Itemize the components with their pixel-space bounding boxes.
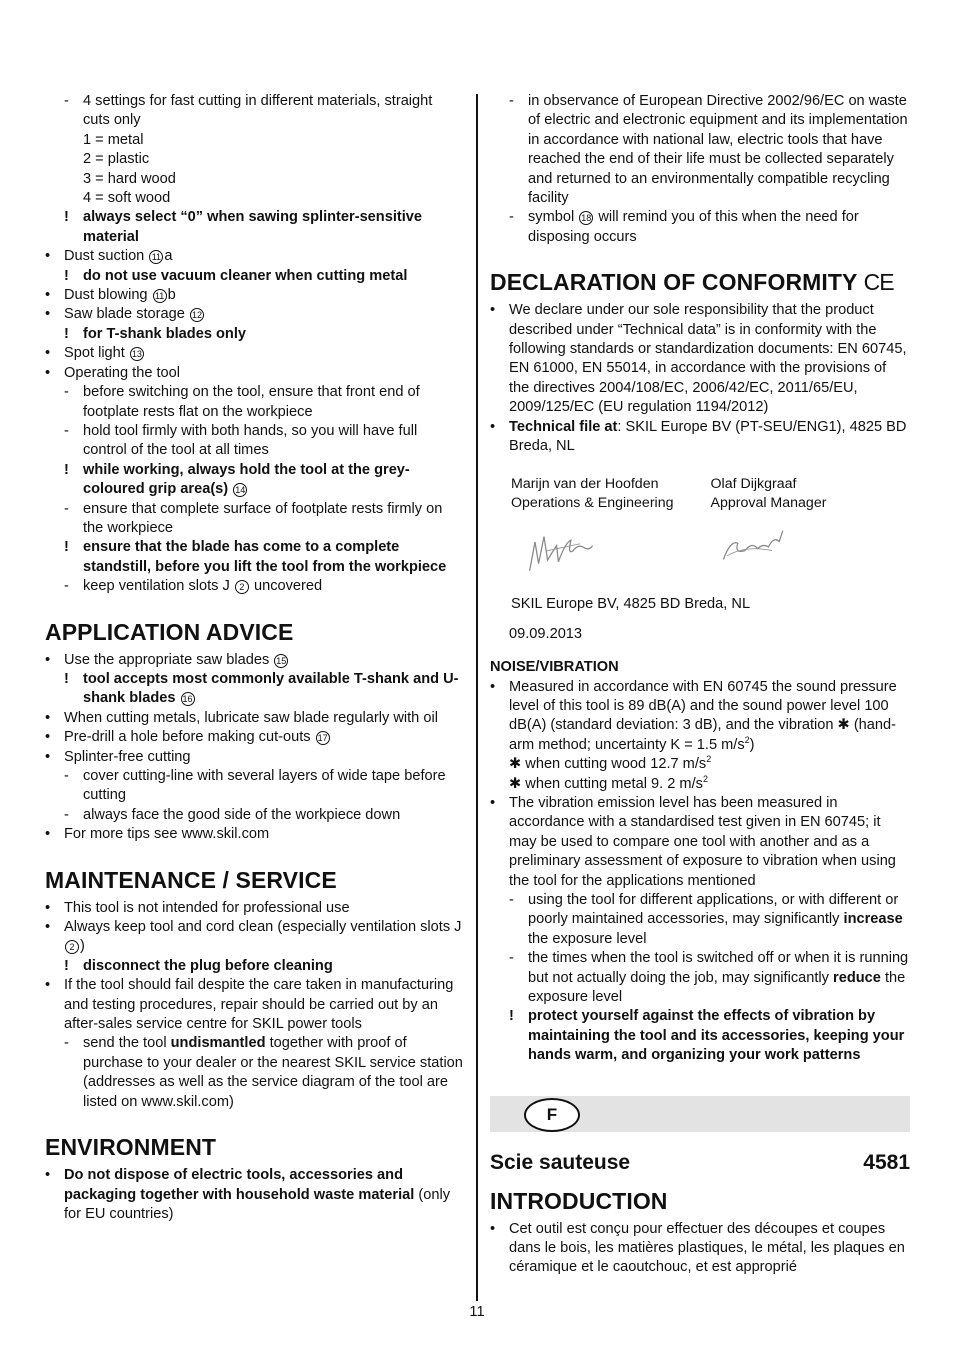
list-item: - always face the good side of the workpiece down (64, 806, 401, 823)
item-text: before switching on the tool, ensure that front end of footplate rests flat on the workpiece (83, 384, 420, 420)
item-text: The vibration emission level has been measured in accordance with a standardised test given in EN 60745; it may be used to compare one tool with another and as a preliminary assessment of exposure to vibration when using the tool for the applications mentioned (509, 794, 896, 889)
item-text: together with proof of purchase to your dealer or the nearest SKIL service station (addresses as well as the service diagram of the tool are listed on www.skil.com) (83, 1035, 463, 1110)
item-text: Splinter-free cutting (64, 748, 191, 765)
item-text: send the tool (83, 1035, 167, 1052)
warning-text: while working, always hold the tool at the grey-coloured grip area(s) (83, 461, 410, 498)
item-text: the exposure level (528, 969, 906, 1006)
signature-2-icon (718, 521, 790, 571)
list-item: • Use the appropriate saw blades 15 (45, 651, 287, 668)
list-item: • We declare under our sole responsibility that the product described under “Technical data” is in conformity with the following standards or standardization documents: EN 60745, EN 61000, EN 55014, in accordance with the provisions of the directives 2004/108/EC, 2006/42/EC, 2011/65/EU, 2009/125/EC (EU regulation 1194/2012) (490, 302, 907, 416)
item-text: the times when the tool is switched off or when it is running but not actually doing the job, may significantly (528, 950, 909, 986)
signatory-name: Olaf Dijkgraaf (710, 475, 797, 492)
item-text: ) (80, 938, 85, 955)
right-column (490, 92, 910, 1278)
item-text: ) (749, 736, 755, 753)
item-text: Always keep tool and cord clean (especially ventilation slots J (64, 919, 462, 936)
list-item: - cover cutting-line with several layers of wide tape before cutting (64, 768, 446, 804)
section-heading-environment: ENVIRONMENT (45, 1134, 217, 1161)
superscript: 2 (706, 754, 712, 765)
item-text: Spot light (64, 345, 125, 362)
warning-item: ! do not use vacuum cleaner when cutting metal (64, 267, 408, 284)
signatory-title: Operations & Engineering (511, 494, 674, 511)
item-text: ensure that complete surface of footplate rests firmly on the workpiece (83, 500, 443, 536)
list-item: • The vibration emission level has been measured in accordance with a standardised test given in EN 60745; it may be used to compare one tool with another and as a preliminary assessment of exposure to vibration when using the tool for the applications mentioned (490, 794, 896, 889)
list-item: - keep ventilation slots J 2 uncovered (64, 578, 323, 595)
list-item: • Dust blowing 11 b (45, 287, 176, 304)
item-text: We declare under our sole responsibility that the product described under “Technical data” is in conformity with the following standards or standardization documents: EN 60745, EN 61000, EN 55014, in accordance with the provisions of the directives 2004/108/EC, 2006/42/EC, 2011/65/EU, 2009/125/EC (EU regulation 1194/2012) (509, 302, 907, 416)
list-item: - symbol 18 will remind you of this when the need for disposing occurs (509, 209, 859, 245)
ref-number: 12 (191, 310, 202, 321)
list-item: • This tool is not intended for professional use (45, 899, 350, 916)
item-text: using the tool for different applications, or with different or poorly maintained accessories, may significantly (528, 892, 899, 928)
list-item: • Cet outil est conçu pour effectuer des découpes et coupes dans le bois, les matières plastiques, le métal, les plaques en céramique et le caoutchouc, et est approprié (490, 1220, 905, 1276)
item-text: will remind you of this when the need for disposing occurs (528, 209, 859, 245)
list-item: • Spot light 13 (45, 345, 142, 362)
item-text: cover cutting-line with several layers of wide tape before cutting (83, 768, 446, 804)
warning-text: for T-shank blades only (83, 325, 246, 342)
warning-text: always select “0” when sawing splinter-sensitive material (83, 209, 423, 245)
item-bold-text: Do not dispose of electric tools, accessories and packaging together with household waste material (64, 1167, 415, 1203)
item-text: Pre-drill a hole before making cut-outs (64, 729, 311, 746)
item-bold-text: undismantled (170, 1035, 266, 1052)
warning-text: ensure that the blade has come to a complete standstill, before you lift the tool from the workpiece (83, 539, 447, 575)
superscript: 2 (744, 734, 750, 745)
list-item: • Do not dispose of electric tools, accessories and packaging together with household waste material (only for EU countries) (45, 1167, 451, 1222)
ref-letter: b (167, 287, 176, 304)
item-text: : SKIL Europe BV (PT-SEU/ENG1), 4825 BD Breda, NL (509, 418, 907, 455)
section-heading-declaration (490, 269, 910, 296)
item-text: If the tool should fail despite the care taken in manufacturing and testing procedures, repair should be carried out by an after-sales service centre for SKIL power tools (64, 977, 454, 1033)
warning-text: tool accepts most commonly available T-shank and U-shank blades (83, 670, 459, 707)
list-item: • Measured in accordance with EN 60745 the sound pressure level of this tool is 89 dB(A) and the sound power level 100 dB(A) (standard deviation: 3 dB), and the vibration ✱ (hand-arm method; uncertainty K = 1.5 $m/s^2$) ✱ when cutting wood 12.7 $m/s^2$ ✱ when cutting metal 9. 2 $m/s^2$ (490, 678, 897, 792)
ref-number: 16 (182, 694, 193, 705)
list-item: • For more tips see www.skil.com (45, 826, 270, 843)
item-text: For more tips see www.skil.com (64, 826, 270, 843)
language-bar (490, 1096, 910, 1132)
ce-mark-icon: CE (863, 269, 894, 296)
item-text: the exposure level (528, 930, 647, 947)
warning-text: disconnect the plug before cleaning (83, 957, 333, 974)
ref-number: 17 (317, 733, 328, 744)
warning-item: ! disconnect the plug before cleaning (64, 957, 333, 974)
company-address: SKIL Europe BV, 4825 BD Breda, NL (511, 596, 751, 613)
setting-3: 3 = hard wood (83, 170, 176, 187)
item-bold-text: Technical file at (509, 418, 618, 435)
warning-item: ! while working, always hold the tool at the grey-coloured grip area(s) 14 (64, 461, 410, 498)
settings-intro: 4 settings for fast cutting in different materials, straight cuts only (83, 93, 433, 129)
item-text: This tool is not intended for professional use (64, 899, 350, 916)
settings-list (64, 131, 463, 209)
list-item: - send the tool undismantled together with proof of purchase to your dealer or the nearest SKIL service station (addresses as well as the service diagram of the tool are listed on www.skil.com) (64, 1035, 463, 1110)
item-text: hold tool firmly with both hands, so you will have full control of the tool at all times (83, 422, 418, 459)
warning-item: ! protect yourself against the effects of vibration by maintaining the tool and its accessories, keeping your hands warm, and organizing your work patterns (509, 1008, 905, 1064)
item-bold-text: reduce (833, 969, 881, 986)
list-item: • When cutting metals, lubricate saw blade regularly with oil (45, 709, 438, 726)
ref-number: 14 (235, 485, 246, 496)
list-item: - ensure that complete surface of footplate rests firmly on the workpiece (64, 500, 443, 536)
ref-number: 2 (235, 580, 249, 594)
warning-item: ! tool accepts most commonly available T-shank and U-shank blades 16 (64, 670, 459, 707)
signatory-2 (711, 475, 911, 514)
signatory-name: Marijn van der Hoofden (511, 475, 659, 492)
list-item: - the times when the tool is switched off or when it is running but not actually doing the job, may significantly reduce the exposure level (509, 950, 909, 1006)
list-item: • Dust suction 11 a (45, 248, 173, 265)
item-text: in observance of European Directive 2002/96/EC on waste of electric and electronic equipment and its implementation in accordance with national law, electric tools that have reached the end of their life must be collected separately and returned to an environmentally compatible recycling facility (528, 93, 908, 207)
list-item: • Pre-drill a hole before making cut-outs 17 (45, 729, 328, 746)
ref-number: 15 (276, 655, 287, 666)
item-text: uncovered (253, 578, 323, 595)
signatory-1 (511, 475, 711, 514)
item-text: always face the good side of the workpiece down (83, 806, 401, 823)
list-item: • If the tool should fail despite the care taken in manufacturing and testing procedures, repair should be carried out by an after-sales service centre for SKIL power tools (45, 977, 454, 1033)
list-item: - before switching on the tool, ensure that front end of footplate rests flat on the workpiece (64, 384, 420, 420)
item-bold-text: increase (843, 911, 903, 928)
ref-letter: a (164, 248, 173, 265)
declaration-date: 09.09.2013 (509, 625, 583, 642)
list-item: - hold tool firmly with both hands, so you will have full control of the tool at all times (64, 422, 418, 459)
setting-2: 2 = plastic (83, 151, 150, 168)
ref-number: 2 (65, 940, 79, 954)
ref-number: 18 (581, 213, 592, 224)
language-badge: F (524, 1098, 580, 1132)
product-name: Scie sauteuse (490, 1150, 631, 1174)
warning-text: do not use vacuum cleaner when cutting metal (83, 267, 408, 284)
list-item: • Always keep tool and cord clean (especially ventilation slots J 2 ) (45, 919, 462, 955)
heading-text: DECLARATION OF CONFORMITY (490, 269, 858, 296)
list-item: • Splinter-free cutting (45, 748, 191, 765)
item-text: symbol (528, 209, 575, 226)
item-text: keep ventilation slots J (83, 578, 230, 595)
list-item: - 4 settings for fast cutting in different materials, straight cuts only (64, 93, 433, 129)
item-text: Dust suction (64, 248, 145, 265)
item-text: Cet outil est conçu pour effectuer des découpes et coupes dans le bois, les matières plastiques, le métal, les plaques en céramique et le caoutchouc, et est approprié (509, 1220, 905, 1276)
left-column (45, 92, 463, 1224)
list-item: - in observance of European Directive 2002/96/EC on waste of electric and electronic equipment and its implementation in accordance with national law, electric tools that have reached the end of their life must be collected separately and returned to an environmentally compatible recycling facility (509, 93, 908, 207)
warning-item: ! ensure that the blade has come to a complete standstill, before you lift the tool from the workpiece (64, 539, 447, 575)
product-title (490, 1150, 910, 1176)
ref-number: 13 (131, 349, 142, 360)
page-number: 11 (469, 1304, 485, 1320)
item-text: Saw blade storage (64, 306, 185, 323)
signature-images (526, 521, 910, 581)
setting-1: 1 = metal (83, 131, 144, 148)
list-item: • Saw blade storage 12 (45, 306, 202, 323)
signatory-title: Approval Manager (710, 494, 827, 511)
item-text: Operating the tool (64, 364, 181, 381)
signature-1-icon (526, 521, 598, 581)
warning-item: ! always select “0” when sawing splinter-sensitive material (64, 209, 423, 245)
ref-number: 11 (153, 289, 167, 303)
section-heading-noise: NOISE/VIBRATION (490, 659, 619, 676)
item-text: (only for EU countries) (64, 1186, 451, 1222)
item-text: Use the appropriate saw blades (64, 651, 270, 668)
list-item: - using the tool for different applications, or with different or poorly maintained accessories, may significantly increase the exposure level (509, 892, 903, 947)
section-heading-introduction: INTRODUCTION (490, 1187, 668, 1214)
item-text: Measured in accordance with EN 60745 the sound pressure level of this tool is 89 dB(A) and the sound power level 100 dB(A) (standard deviation: 3 dB), and the vibration ✱ (hand-arm method; uncertainty K = 1.5 m/s (509, 678, 897, 753)
ref-number: 11 (149, 250, 163, 264)
section-heading-application: APPLICATION ADVICE (45, 618, 294, 645)
warning-item: ! for T-shank blades only (64, 325, 246, 342)
setting-4: 4 = soft wood (83, 190, 171, 207)
vibration-wood: ✱ when cutting wood 12.7 m/s (509, 756, 707, 773)
product-model: 4581 (863, 1150, 910, 1174)
list-item: • Technical file at: SKIL Europe BV (PT-SEU/ENG1), 4825 BD Breda, NL (490, 418, 907, 455)
column-divider (476, 94, 478, 1301)
vibration-metal: ✱ when cutting metal 9. 2 m/s (509, 775, 703, 792)
item-text: Dust blowing (64, 287, 148, 304)
warning-text: protect yourself against the effects of vibration by maintaining the tool and its accessories, keeping your hands warm, and organizing your work patterns (528, 1008, 905, 1064)
item-text: When cutting metals, lubricate saw blade regularly with oil (64, 709, 438, 726)
section-heading-maintenance: MAINTENANCE / SERVICE (45, 866, 337, 893)
list-item: • Operating the tool (45, 364, 181, 381)
superscript: 2 (702, 773, 708, 784)
signatories (511, 475, 910, 514)
